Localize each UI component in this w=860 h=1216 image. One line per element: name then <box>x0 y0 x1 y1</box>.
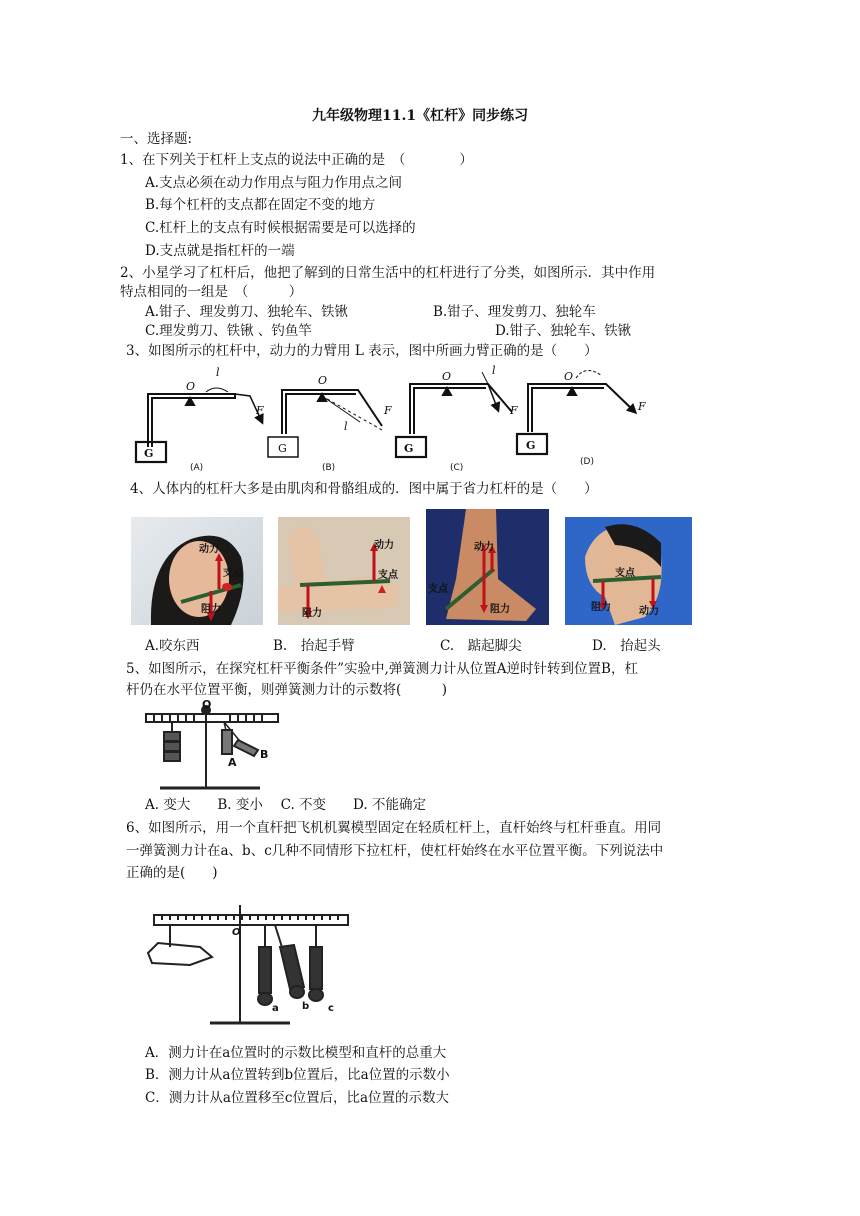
q6-option-b: B．测力计从a位置转到b位置后，比a位置的示数小 <box>145 1067 450 1083</box>
q3-d-g-label: G <box>526 439 536 452</box>
q4-option-a: A.咬东西 <box>145 638 200 654</box>
q4-photo-c-foot <box>426 509 549 625</box>
q4-c-fulcrum-label: 支点 <box>428 584 448 595</box>
q4-b-fulcrum-label: 支点 <box>378 570 398 581</box>
q5-o-label: O <box>202 700 212 711</box>
q5-stem-line1: 5、如图所示，在探究杠杆平衡条件”实验中,弹簧测力计从位置A逆时针转到位置B，杠 <box>126 661 638 677</box>
q3-caption-d: (D) <box>580 457 594 467</box>
q5-lever-figure <box>140 700 290 795</box>
q4-photo-d-head <box>565 517 692 625</box>
q3-figure-a <box>136 388 262 462</box>
q6-stem-line2: 一弹簧测力计在a、b、c几种不同情形下拉杠杆，使杠杆始终在水平位置平衡。下列说法中 <box>126 843 664 859</box>
q1-option-d: D.支点就是指杠杆的一端 <box>145 243 295 259</box>
q3-d-f-label: F <box>638 400 646 413</box>
q1-stem: 1、在下列关于杠杆上支点的说法中正确的是 （ ） <box>120 152 473 168</box>
q4-b-resist-label: 阻力 <box>302 608 322 619</box>
q3-a-l-label: l <box>216 366 220 379</box>
q4-d-resist-label: 阻力 <box>591 602 611 613</box>
q4-stem: 4、人体内的杠杆大多是由肌肉和骨骼组成的．图中属于省力杠杆的是（ ） <box>130 481 598 497</box>
q6-b-label: b <box>302 1001 310 1012</box>
q3-c-g-label: G <box>404 442 414 455</box>
q6-stem-line3: 正确的是( ) <box>126 865 218 881</box>
q6-c-label: c <box>328 1003 334 1014</box>
q5-a-label: A <box>228 756 237 769</box>
q4-option-d: D. 抬起头 <box>592 638 661 654</box>
q4-c-force-label: 动力 <box>474 542 494 553</box>
q4-d-fulcrum-label: 支点 <box>615 568 635 579</box>
q4-a-fulcrum-label: 支点 <box>223 568 243 579</box>
q4-d-force-label: 动力 <box>639 606 659 617</box>
q3-b-g-label: G <box>278 442 287 455</box>
q3-stem: 3、如图所示的杠杆中，动力的力臂用 L 表示，图中所画力臂正确的是（ ） <box>126 343 598 359</box>
q2-option-b: B.钳子、理发剪刀、独轮车 <box>433 304 596 320</box>
q6-lever-figure <box>140 895 360 1030</box>
q1-option-b: B.每个杠杆的支点都在固定不变的地方 <box>145 197 376 213</box>
q3-b-o-label: O <box>318 374 328 387</box>
q5-options: A. 变大 B. 变小 C. 不变 D. 不能确定 <box>145 797 426 813</box>
q3-c-l-label: l <box>492 364 496 377</box>
q3-a-f-label: F <box>256 404 264 417</box>
q4-option-c: C. 踮起脚尖 <box>440 638 522 654</box>
q4-photo-b-arm <box>278 517 410 625</box>
q3-a-o-label: O <box>186 380 196 393</box>
q5-stem-line2: 杆仍在水平位置平衡，则弹簧测力计的示数将( ) <box>126 682 448 698</box>
q1-option-a: A.支点必须在动力作用点与阻力作用点之间 <box>145 175 403 191</box>
q3-b-f-label: F <box>384 404 392 417</box>
q2-option-d: D.钳子、独轮车、铁锹 <box>495 323 632 339</box>
q2-option-c: C.理发剪刀、铁锹 、钓鱼竿 <box>145 323 312 339</box>
q4-a-resist-label: 阻力 <box>201 604 221 615</box>
q6-o-label: O <box>232 927 241 938</box>
q2-option-a: A.钳子、理发剪刀、独轮车、铁锹 <box>145 304 349 320</box>
q4-a-force-label: 动力 <box>199 544 219 555</box>
q3-c-f-label: F <box>510 404 518 417</box>
q2-stem-line2: 特点相同的一组是 （ ） <box>120 284 303 300</box>
q3-b-l-label: l <box>344 420 348 433</box>
q4-c-resist-label: 阻力 <box>490 604 510 615</box>
q6-option-a: A．测力计在a位置时的示数比模型和直杆的总重大 <box>145 1045 447 1061</box>
q3-lever-figures <box>130 362 670 474</box>
section-heading: 一、选择题: <box>120 131 193 147</box>
q4-photo-a-chewing <box>131 517 263 625</box>
q3-a-g-label: G <box>144 447 154 460</box>
q6-option-c: C．测力计从a位置移至c位置后，比a位置的示数大 <box>145 1090 449 1106</box>
q3-caption-b: (B) <box>322 463 336 473</box>
q3-d-o-label: O <box>564 370 574 383</box>
q4-option-b: B. 抬起手臂 <box>273 638 355 654</box>
q6-a-label: a <box>272 1003 279 1014</box>
q3-caption-a: (A) <box>190 463 204 473</box>
q6-stem-line1: 6、如图所示，用一个直杆把飞机机翼模型固定在轻质杠杆上，直杆始终与杠杆垂直。用同 <box>126 820 662 836</box>
page-title: 九年级物理11.1《杠杆》同步练习 <box>312 108 529 124</box>
q3-caption-c: (C) <box>450 463 464 473</box>
q2-stem-line1: 2、小星学习了杠杆后，他把了解到的日常生活中的杠杆进行了分类，如图所示．其中作用 <box>120 265 656 281</box>
q4-b-force-label: 动力 <box>374 540 394 551</box>
q1-option-c: C.杠杆上的支点有时候根据需要是可以选择的 <box>145 220 416 236</box>
q5-b-label: B <box>260 748 269 761</box>
q3-c-o-label: O <box>442 370 452 383</box>
